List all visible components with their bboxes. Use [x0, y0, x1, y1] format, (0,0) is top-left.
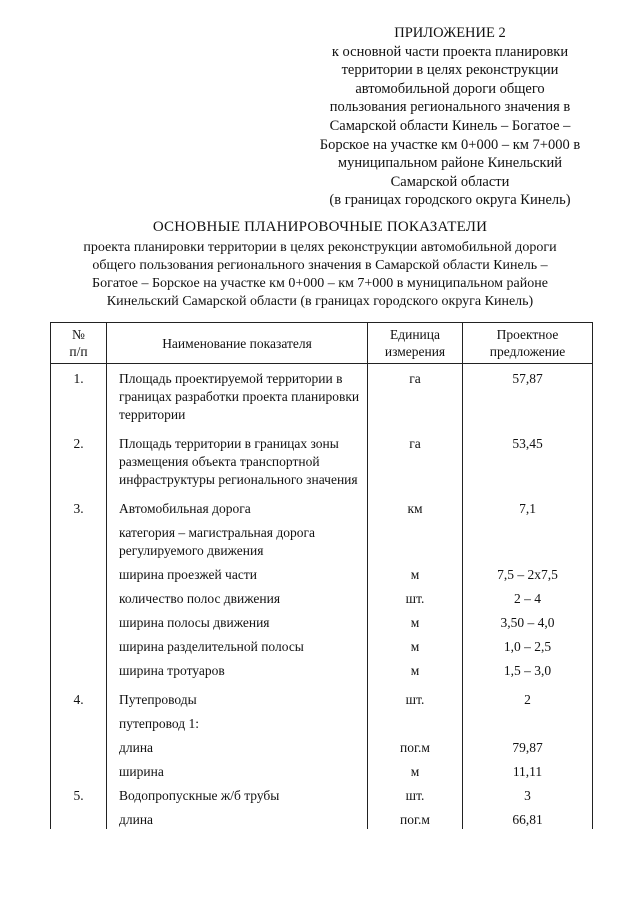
appendix-line: муниципальном районе Кинельский [337, 155, 563, 172]
table-row: категория – магистральная дорога регулируемого движения [51, 518, 593, 560]
table-row: ширина проезжей части м 7,5 – 2х7,5 [51, 560, 593, 584]
header-unit: Единица измерения [368, 323, 463, 364]
table-row: 1. Площадь проектируемой территории в границах разработки проекта планировки территории га 57,87 [51, 364, 593, 425]
header-value: Проектное предложение [463, 323, 593, 364]
header-name: Наименование показателя [107, 323, 368, 364]
appendix-line: территории в целях реконструкции [341, 62, 559, 79]
indicators-table [50, 322, 593, 829]
appendix-line: к основной части проекта планировки [331, 43, 569, 60]
document-subtitle [50, 239, 590, 311]
subtitle-line: общего пользования регионального значения в Самарской области Кинель – [92, 258, 548, 273]
appendix-line: (в границах городского округа Кинель) [329, 192, 571, 209]
table-row: 2. Площадь территории в границах зоны размещения объекта транспортной инфраструктуры регионального значения га 53,45 [51, 424, 593, 489]
table-row: длина пог.м 79,87 [51, 733, 593, 757]
appendix-line: автомобильной дороги общего [355, 80, 545, 97]
appendix-line: Самарской области [390, 173, 510, 190]
header-num: № п/п [51, 323, 107, 364]
appendix-block [300, 24, 600, 210]
subtitle-line: проекта планировки территории в целях реконструкции автомобильной дороги [83, 240, 557, 255]
appendix-line: Самарской области Кинель – Богатое – [329, 117, 571, 134]
table-row: ширина м 11,11 [51, 757, 593, 781]
table-row: путепровод 1: [51, 709, 593, 733]
table-header-row [51, 323, 593, 364]
appendix-line: пользования регионального значения в [329, 99, 571, 116]
table-row: длина пог.м 66,81 [51, 805, 593, 829]
table-row: ширина разделительной полосы м 1,0 – 2,5 [51, 632, 593, 656]
subtitle-line: Кинельский Самарской области (в границах городского округа Кинель) [106, 294, 534, 309]
table-row: ширина полосы движения м 3,50 – 4,0 [51, 608, 593, 632]
table-row: 5. Водопропускные ж/б трубы шт. 3 [51, 781, 593, 805]
appendix-line: Борское на участке км 0+000 – км 7+000 в [319, 136, 581, 153]
table-row: 4. Путепроводы шт. 2 [51, 680, 593, 709]
appendix-heading: ПРИЛОЖЕНИЕ 2 [394, 25, 506, 41]
table-row: ширина тротуаров м 1,5 – 3,0 [51, 656, 593, 680]
document-title: ОСНОВНЫЕ ПЛАНИРОВОЧНЫЕ ПОКАЗАТЕЛИ [152, 219, 488, 235]
table-row: количество полос движения шт. 2 – 4 [51, 584, 593, 608]
table-row: 3. Автомобильная дорога км 7,1 [51, 489, 593, 518]
subtitle-line: Богатое – Борское на участке км 0+000 – км 7+000 в муниципальном районе [92, 276, 548, 291]
